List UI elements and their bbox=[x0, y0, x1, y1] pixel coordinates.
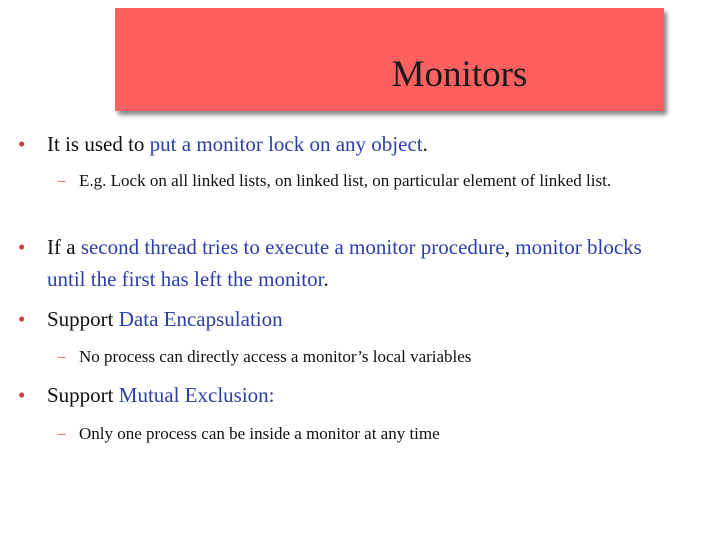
sub-bullet-4 bbox=[58, 420, 683, 448]
sub-bullet-text: E.g. Lock on all linked lists, on linked list, on particular element of linked list. bbox=[79, 171, 612, 190]
bullet-text: . bbox=[323, 267, 329, 291]
bullet-item-4 bbox=[18, 379, 678, 411]
bullet-item-3 bbox=[18, 303, 678, 335]
bullet-text: Support bbox=[47, 383, 119, 407]
title-banner bbox=[115, 8, 664, 111]
bullet-highlight: Data Encapsulation bbox=[118, 307, 283, 331]
bullet-highlight: monitor blocks until the first has left the monitor bbox=[47, 235, 642, 291]
sub-bullet-3 bbox=[58, 343, 683, 371]
sub-bullet-1 bbox=[58, 167, 683, 195]
sub-bullet-text: No process can directly access a monitor’s local variables bbox=[79, 347, 472, 366]
slide-title: Monitors bbox=[391, 54, 528, 95]
bullet-text: . bbox=[422, 132, 428, 156]
bullet-text: If a bbox=[47, 235, 81, 259]
bullet-marker: • bbox=[18, 383, 26, 407]
bullet-highlight: second thread tries to execute a monitor procedure bbox=[80, 235, 505, 259]
bullet-text: , bbox=[504, 235, 516, 259]
bullet-marker: • bbox=[18, 235, 26, 259]
bullet-marker: • bbox=[18, 132, 26, 156]
sub-bullet-marker: – bbox=[58, 173, 66, 189]
bullet-highlight: put a monitor lock on any object bbox=[149, 132, 423, 156]
bullet-text: It is used to bbox=[47, 132, 150, 156]
bullet-marker: • bbox=[18, 307, 26, 331]
sub-bullet-marker: – bbox=[58, 349, 66, 365]
sub-bullet-text: Only one process can be inside a monitor at any time bbox=[79, 424, 440, 443]
bullet-highlight: Mutual Exclusion: bbox=[118, 383, 275, 407]
sub-bullet-marker: – bbox=[58, 426, 66, 442]
bullet-text: Support bbox=[47, 307, 119, 331]
bullet-item-2 bbox=[18, 231, 678, 295]
bullet-item-1 bbox=[18, 128, 678, 160]
